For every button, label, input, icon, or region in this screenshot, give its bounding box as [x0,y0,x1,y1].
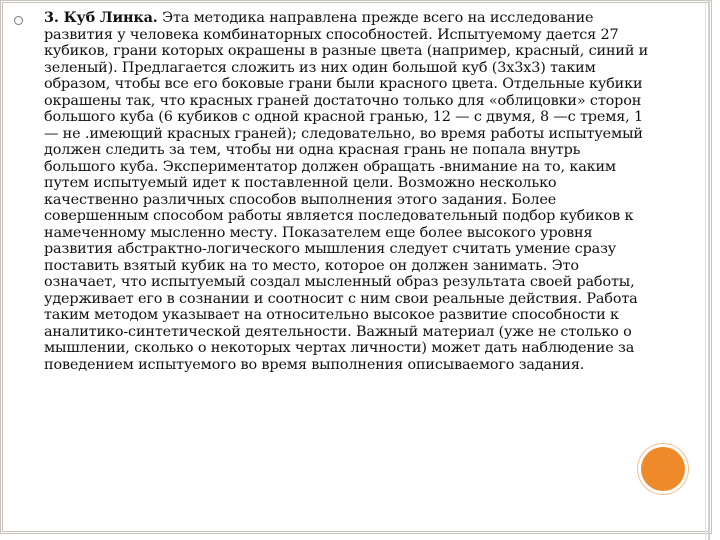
paragraph [44,10,654,373]
paragraph-body: Эта методика направлена прежде всего на исследование развития у человека комбинаторных способностей. Испытуемому дается 27 кубиков, грани которых окрашены в разные цвета (например, красный, синий и зеленый). Предлагается сложить из них один большой куб (3х3х3) таким образом, чтобы все его боковые грани были красного цвета. Отдельные кубики окрашены так, что красных граней достаточно только для «облицовки» сторон большого куба (6 кубиков с одной красной гранью, 12 — с двумя, 8 —с тремя, 1 — не .имеющий красных граней); следовательно, во время работы испытуемый должен следить за тем, чтобы ни одна красная грань не попала внутрь большого куба. Экспериментатор должен обращать -внимание на то, каким путем испытуемый идет к поставленной цели. Возможно несколько качественно различных способов выполнения этого задания. Более совершенным способом работы является последовательный подбор кубиков к намеченному мысленно месту. Показателем еще более высокого уровня развития абстрактно-логического мышления следует считать умение сразу поставить взятый кубик на то место, которое он должен занимать. Это означает, что испытуемый создал мысленный образ результата своей работы, удерживает его в сознании и соотносит с ним свои реальные действия. Работа таким методом указывает на относительно высокое развитие способности к аналитико-синтетической деятельности. Важный материал (уже не столько о мышлении, сколько о некоторых чертах личности) может дать наблюдение за поведением испытуемого во время выполнения описываемого задания. [44,10,649,373]
hollow-circle-bullet-icon [14,16,23,25]
orange-circle-decoration [641,447,685,491]
content-list [14,10,654,373]
paragraph-lead: 3. Куб Линка. [44,9,158,26]
side-decoration-line [708,0,710,540]
list-item [14,10,654,373]
side-decoration-line-inner [705,0,706,540]
